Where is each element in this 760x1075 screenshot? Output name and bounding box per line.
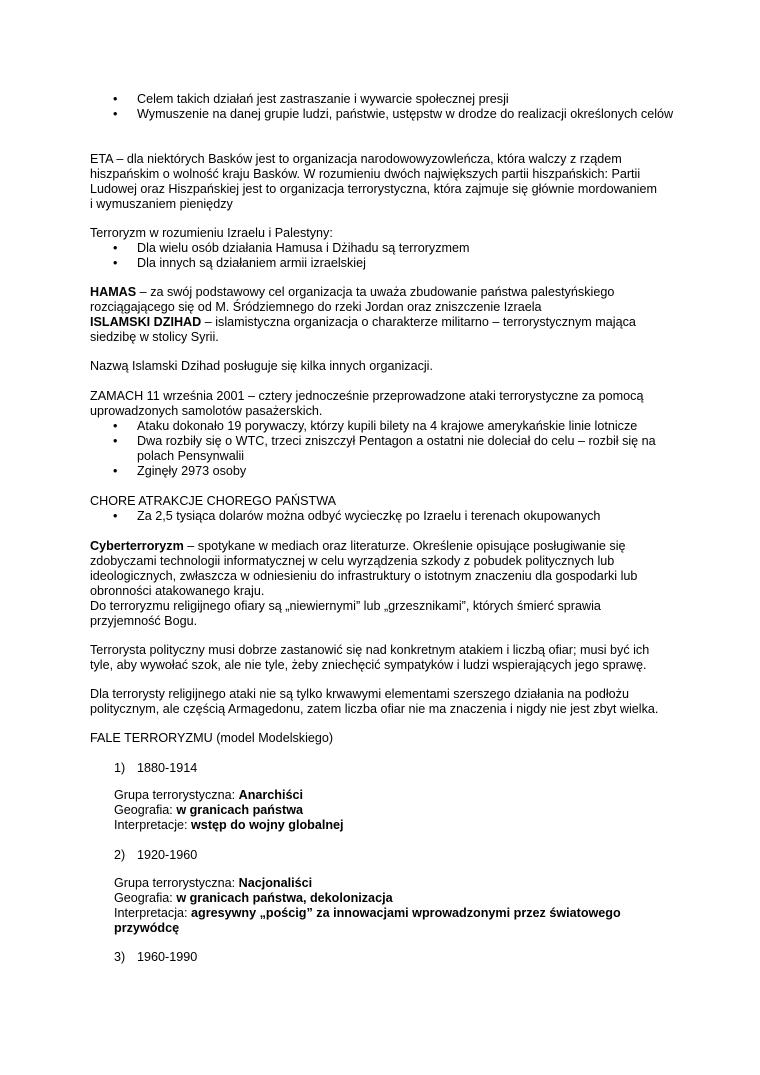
hamas-dzihad-paragraph: HAMAS – za swój podstawowy cel organizacja ta uważa zbudowanie państwa palestyńskiego rozciągającego się od M. Śródziemnego do rzeki Jordan oraz zniszczenie Izraela ISLAMSKI DZIHAD – islamistyczna organizacja o charakterze militarno – terrorystycznym mająca siedzibę w stolicy Syrii. bbox=[90, 285, 636, 344]
bullet-icon: • bbox=[113, 509, 118, 523]
list-item: • Zginęły 2973 osoby bbox=[113, 464, 247, 478]
cyber-paragraph: Cyberterroryzm – spotykane w mediach oraz literaturze. Określenie opisujące posługiwanie się zdobyczami technologii informatycznej w celu wyrządzenia szkody z pobudek politycznych lub ideologicznych, zwłaszcza w odniesieniu do infrastruktury o istotnym znaczeniu dla gospodarki lub obronności atakowanego kraju. Do terroryzmu religijnego ofiary są „niewiernymi” lub „grzesznikami”, których śmierć sprawia przyjemność Bogu. bbox=[90, 539, 638, 628]
eta-paragraph: ETA – dla niektórych Basków jest to organizacja narodowowyzowleńcza, która walczy z rządem hiszpańskim o wolność kraju Basków. W rozumieniu dwóch największych partii hiszpańskich: Partii Ludowej oraz Hiszpańskiej jest to organizacja terrorystyczna, która zajmuje się głównie mordowaniem i wymuszaniem pieniędzy bbox=[90, 152, 657, 211]
wave-3-years: 3) 1960-1990 bbox=[114, 950, 198, 964]
list-item: • Wymuszenie na danej grupie ludzi, państwie, ustępstw w drodze do realizacji określonych celów bbox=[113, 107, 674, 121]
chore-heading: CHORE ATRAKCJE CHOREGO PAŃSTWA bbox=[90, 494, 337, 508]
bullet-icon: • bbox=[113, 256, 118, 270]
bullet-icon: • bbox=[113, 434, 118, 448]
chore-list bbox=[90, 509, 680, 524]
intro-list bbox=[90, 92, 680, 122]
israel-heading: Terroryzm w rozumieniu Izraelu i Palestyny: bbox=[90, 226, 333, 240]
waves-heading: FALE TERRORYZMU (model Modelskiego) bbox=[90, 731, 334, 745]
wave-2-details: Grupa terrorystyczna: Nacjonaliści Geografia: w granicach państwa, dekolonizacja Interpretacja: agresywny „pościg” za innowacjami wprowadzonymi przez światowego przywódcę bbox=[114, 876, 621, 935]
bullet-icon: • bbox=[113, 107, 118, 121]
list-item: • Celem takich działań jest zastraszanie i wywarcie społecznej presji bbox=[113, 92, 509, 106]
wave-1-years: 1) 1880-1914 bbox=[114, 761, 198, 775]
wave-1-details: Grupa terrorystyczna: Anarchiści Geografia: w granicach państwa Interpretacje: wstęp do wojny globalnej bbox=[114, 788, 344, 832]
political-paragraph: Terrorysta polityczny musi dobrze zastanowić się nad konkretnym atakiem i liczbą ofiar; musi być ich tyle, aby wywołać szok, ale nie tyle, żeby zniechęcić sympatyków i ludzi wspierających jego sprawę. bbox=[90, 643, 650, 672]
israel-list bbox=[90, 241, 680, 271]
list-item: • Za 2,5 tysiąca dolarów można odbyć wycieczkę po Izraelu i terenach okupowanych bbox=[113, 509, 601, 523]
hamas-term: HAMAS bbox=[90, 285, 137, 299]
bullet-icon: • bbox=[113, 241, 118, 255]
bullet-icon: • bbox=[113, 92, 118, 106]
bullet-icon: • bbox=[113, 464, 118, 478]
dzihad-term: ISLAMSKI DZIHAD bbox=[90, 315, 202, 329]
religious-paragraph: Dla terrorysty religijnego ataki nie są tylko krwawymi elementami szerszego działania na podłożu politycznym, ale częścią Armagedonu, zatem liczba ofiar nie ma znaczenia i nigdy nie jest zbyt wielka. bbox=[90, 687, 659, 716]
dzihad-note: Nazwą Islamski Dzihad posługuje się kilka innych organizacji. bbox=[90, 359, 433, 373]
list-item: • Dla innych są działaniem armii izraelskiej bbox=[113, 256, 366, 270]
list-item: • Dla wielu osób działania Hamusa i Dżihadu są terroryzmem bbox=[113, 241, 470, 255]
wave-2-years: 2) 1920-1960 bbox=[114, 848, 198, 862]
zamach-paragraph: ZAMACH 11 września 2001 – cztery jednocześnie przeprowadzone ataki terrorystyczne za pomocą uprowadzonych samolotów pasażerskich. bbox=[90, 389, 644, 418]
cyber-term: Cyberterroryzm bbox=[90, 539, 184, 553]
zamach-list bbox=[90, 419, 680, 479]
list-item: • Ataku dokonało 19 porywaczy, którzy kupili bilety na 4 krajowe amerykańskie linie lotnicze bbox=[113, 419, 638, 433]
bullet-icon: • bbox=[113, 419, 118, 433]
list-item: • Dwa rozbiły się o WTC, trzeci zniszczył Pentagon a ostatni nie doleciał do celu – rozbił się na polach Pensynwalii bbox=[113, 434, 656, 463]
